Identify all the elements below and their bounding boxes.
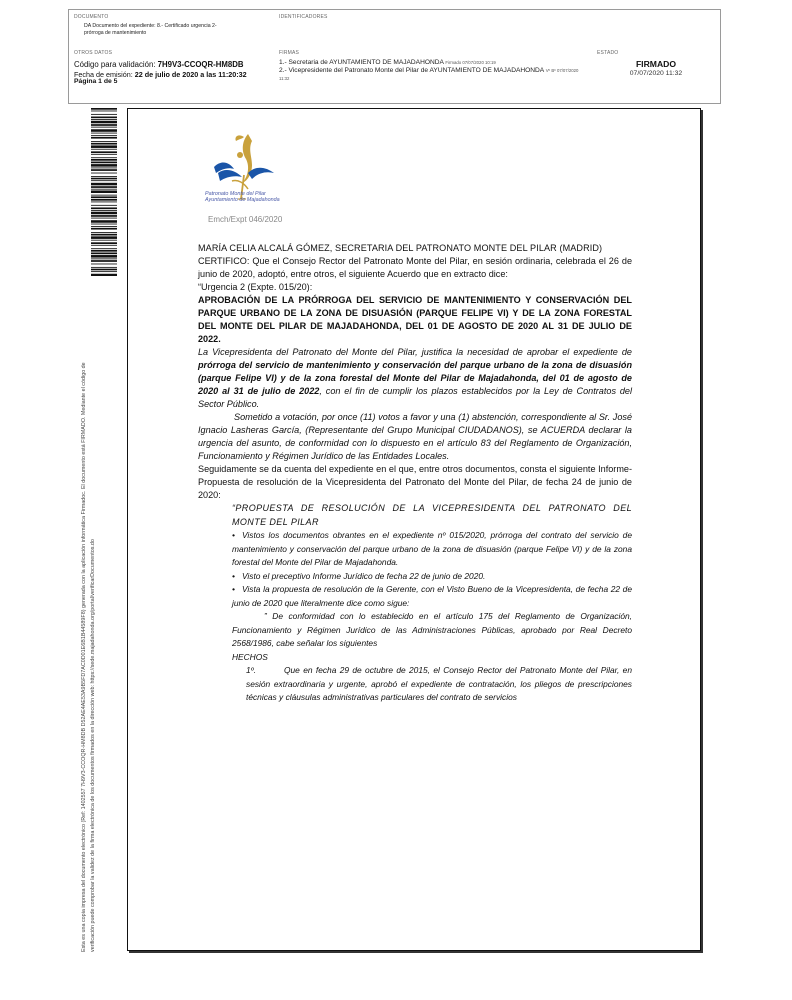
barcode-bar — [91, 250, 117, 252]
barcode-bar — [91, 108, 117, 110]
barcode-bar — [91, 202, 117, 203]
barcode-bar — [91, 215, 117, 217]
estado-cell — [592, 46, 720, 103]
barcode-bar — [91, 111, 117, 112]
barcode-bar — [91, 151, 117, 153]
barcode-bar — [91, 117, 117, 119]
hecho-text: Que en fecha 29 de octubre de 2015, el Consejo Rector del Patronato Monte del Pilar, en sesión extraordinaria y urgente, aprobó el expediente de contratación, los pliegos de prescripciones técnicas y cláusulas administrativas particulares del contrato de servicios — [246, 665, 632, 702]
barcode-bar — [91, 220, 117, 223]
validation-code-prefix: Código para validación: — [74, 60, 156, 69]
urgencia-heading: “Urgencia 2 (Expte. 015/20): — [198, 282, 313, 292]
bullet-text: Vista la propuesta de resolución de la Gerente, con el Visto Bueno de la Vicepresidenta, de fecha 22 de junio de 2020 que literalmente dice como sigue: — [232, 584, 632, 608]
propuesta-title: “PROPUESTA DE RESOLUCIÓN DE LA VICEPRESIDENTA DEL PATRONATO DEL MONTE DEL PILAR — [232, 503, 632, 527]
certifico-label: CERTIFICO — [198, 256, 247, 266]
verification-side-text — [80, 272, 97, 952]
barcode-bar — [91, 210, 117, 211]
barcode-bar — [91, 242, 117, 244]
barcode-bar — [91, 159, 117, 161]
emission-date-value: 22 de julio de 2020 a las 11:20:32 — [134, 70, 247, 79]
barcode-bar — [91, 168, 117, 169]
barcode-bar — [91, 260, 117, 262]
barcode-bar — [91, 207, 117, 209]
barcode-bar — [91, 173, 117, 174]
certifico-paragraph — [198, 255, 632, 281]
barcode-bar — [91, 240, 117, 241]
barcode-bar — [91, 157, 117, 158]
seguidamente-paragraph: Seguidamente se da cuenta del expediente en el que, entre otros documentos, consta el siguiente Informe-Propuesta de resolución de la Vicepresidenta del Patronato del Monte del Pilar, de fecha 24 de junio de 2020: — [198, 464, 632, 500]
barcode-bar — [91, 255, 117, 258]
barcode-bar — [91, 119, 117, 120]
bullet-item — [232, 583, 632, 610]
barcode-bar — [91, 162, 117, 164]
barcode-bar — [91, 196, 117, 198]
side-text-line: verificación puede comprobar la validez de la firma electrónica de los documentos firmados en la dirección web: https://sede.majadahonda.org/portal/verificarDocumentos.do — [89, 539, 96, 952]
vice-text-b: prórroga del servicio de mantenimiento y conservación del parque urbano de la zona de disuasión (parque Felipe VI) y de la zona forestal del Monte del Pilar de Majadahonda, del 01 de agosto de 2020 al 31 de julio de 2022 — [198, 360, 632, 396]
firma-item — [279, 67, 587, 83]
barcode-bar — [91, 234, 117, 236]
certifico-text: : Que el Consejo Rector del Patronato Monte del Pilar, en sesión ordinaria, celebrada el 26 de junio de 2020, adoptó, entre otros, el siguiente Acuerdo que en extracto dice: — [198, 256, 632, 279]
documento-label: DOCUMENTO — [74, 14, 109, 20]
hechos-heading: HECHOS — [232, 651, 268, 662]
firmas-list — [279, 59, 587, 83]
validation-code — [74, 60, 243, 69]
barcode-bar — [91, 218, 117, 219]
barcode-bar — [91, 164, 117, 167]
secretaria-heading: MARÍA CELIA ALCALÁ GÓMEZ, SECRETARIA DEL PATRONATO MONTE DEL PILAR (MADRID) — [198, 243, 603, 253]
validation-code-value: 7H9V3-CCOQR-HM8DB — [157, 60, 244, 69]
identificadores-cell — [274, 10, 720, 46]
hecho-item — [246, 664, 632, 705]
barcode-bar — [91, 127, 117, 128]
firma-date: Firmado 07/07/2020 10:19 — [445, 60, 496, 65]
barcode-bar — [91, 264, 117, 265]
barcode-bar — [91, 124, 117, 126]
side-text-line: Esta es una copia impresa del documento electrónico (Ref: 1402557 7H9V3-CCOQR-HM8DB D52AE4AE53A9B5FD7AC0D01E6B1B44589F8) generada con la aplicación informática Firmadoc. El documento está FIRMADO. Mediante el código de — [81, 362, 87, 952]
barcode-bar — [91, 212, 117, 215]
barcode-bar — [91, 129, 117, 132]
document-metadata-header — [68, 9, 721, 104]
barcode-bar — [91, 145, 117, 148]
barcode-bar — [91, 137, 117, 139]
otros-datos-label: OTROS DATOS — [74, 50, 113, 56]
emission-date-prefix: Fecha de emisión: — [74, 70, 133, 79]
barcode-bar — [91, 121, 117, 124]
estado-label: ESTADO — [597, 50, 619, 56]
barcode-bar — [91, 114, 117, 115]
vicepresidenta-paragraph — [198, 346, 632, 411]
firmas-cell — [274, 46, 592, 103]
barcode-bar — [91, 267, 117, 268]
hecho-number: 1º. — [246, 665, 257, 675]
barcode-bar — [91, 226, 117, 227]
firma-text: 2.- Vicepresidente del Patronato Monte del Pilar de AYUNTAMIENTO DE MAJADAHONDA — [279, 67, 544, 74]
bullet-dot: • — [232, 570, 235, 581]
bullet-item — [232, 570, 632, 584]
barcode-bar — [91, 228, 117, 230]
bullet-text: Vistos los documentos obrantes en el expediente nº 015/2020, prórroga del contrato del servicio de mantenimiento y conservación del parque urbano de la zona de disuasión (parque Felipe VI) y de la zona forestal del Monte del Pilar de Majadahonda. — [232, 530, 632, 567]
barcode-bar — [91, 269, 117, 271]
firma-date: Vº Bº 07/07/2020 11:32 — [279, 68, 579, 81]
barcode-bar — [91, 199, 117, 201]
barcode-bar — [91, 154, 117, 155]
logo-caption-line: Patronato Monte del Pilar — [205, 191, 266, 197]
barcode-bar — [91, 149, 117, 150]
barcode-bar — [91, 180, 117, 181]
barcode-bar — [91, 141, 117, 142]
firmas-label: FIRMAS — [279, 50, 300, 56]
expediente-reference: Emch/Expt 046/2020 — [208, 215, 283, 224]
barcode-bar — [91, 186, 117, 188]
barcode-bar — [91, 253, 117, 255]
vice-text-c: , con el fin de cumplir los plazos establecidos por la Ley de Contratos del Sector Público. — [198, 386, 633, 409]
bullet-dot: • — [232, 584, 235, 594]
barcode-bar — [91, 205, 117, 206]
barcode-bar — [91, 189, 117, 190]
votacion-paragraph: Sometido a votación, por once (11) votos a favor y una (1) abstención, correspondiente al Sr. José Ignacio Lasheras García, (Representante del Grupo Municipal CIUDADANOS), se ACUERDA declarar la urgencia del asunto, de conformidad con lo dispuesto en el artículo 83 del Reglamento de Organización, Funcionamiento y Régimen Jurídico de las Entidades Locales. — [198, 412, 632, 461]
barcode-bar — [91, 195, 117, 196]
otros-datos-cell — [69, 46, 274, 103]
barcode-bar — [91, 183, 117, 186]
barcode-bar — [91, 135, 117, 136]
barcode-bar — [91, 245, 117, 246]
barcode-bar — [91, 236, 117, 239]
identificadores-label: IDENTIFICADORES — [279, 14, 328, 20]
estado-date: 07/07/2020 11:32 — [629, 70, 683, 77]
bullet-dot: • — [232, 530, 235, 540]
quote-paragraph: ” De conformidad con lo establecido en el artículo 175 del Reglamento de Organización, Funcionamiento y Régimen Jurídico de las Administraciones Públicas, aprobado por Real Decreto 2568/1986, cabe señalar los siguientes — [232, 611, 632, 648]
firma-text: 1.- Secretaria de AYUNTAMIENTO DE MAJADAHONDA — [279, 59, 444, 66]
document-body — [198, 242, 632, 705]
estado-value: FIRMADO — [635, 59, 677, 69]
barcode-bar — [91, 176, 117, 177]
barcode-bar — [91, 190, 117, 193]
logo-caption-line: Ayuntamiento de Majadahonda — [205, 197, 280, 204]
bullet-item — [232, 529, 632, 570]
barcode-bar — [91, 169, 117, 171]
document-page — [127, 108, 701, 951]
barcode-bar — [91, 224, 117, 225]
barcode-bar — [91, 248, 117, 249]
bullet-text: Visto el preceptivo Informe Jurídico de fecha 22 de junio de 2020. — [242, 570, 486, 581]
barcode-bar — [91, 133, 117, 134]
aprobacion-title: APROBACIÓN DE LA PRÓRROGA DEL SERVICIO DE MANTENIMIENTO Y CONSERVACIÓN DEL PARQUE URBANO DE LA ZONA DE DISUASIÓN (PARQUE FELIPE VI) Y DE LA ZONA FORESTAL DEL MONTE DEL PILAR DE MAJADAHONDA, DEL 01 DE AGOSTO DE 2020 AL 31 DE JULIO DE 2022. — [198, 295, 632, 344]
documento-title: DA Documento del expediente: 8.- Certificado urgencia 2- prórroga de mantenimiento — [84, 23, 217, 36]
barcode-bar — [91, 178, 117, 180]
logo-caption — [205, 191, 280, 204]
barcode — [91, 108, 117, 276]
documento-cell — [69, 10, 274, 46]
barcode-bar — [91, 258, 117, 259]
page-info: Página 1 de 5 — [74, 78, 118, 85]
propuesta-block — [232, 502, 632, 705]
barcode-bar — [91, 232, 117, 233]
barcode-bar — [91, 143, 117, 145]
firma-item — [279, 59, 587, 67]
vice-text-a: La Vicepresidenta del Patronato del Monte del Pilar, justifica la necesidad de aprobar el expediente de — [198, 347, 632, 357]
